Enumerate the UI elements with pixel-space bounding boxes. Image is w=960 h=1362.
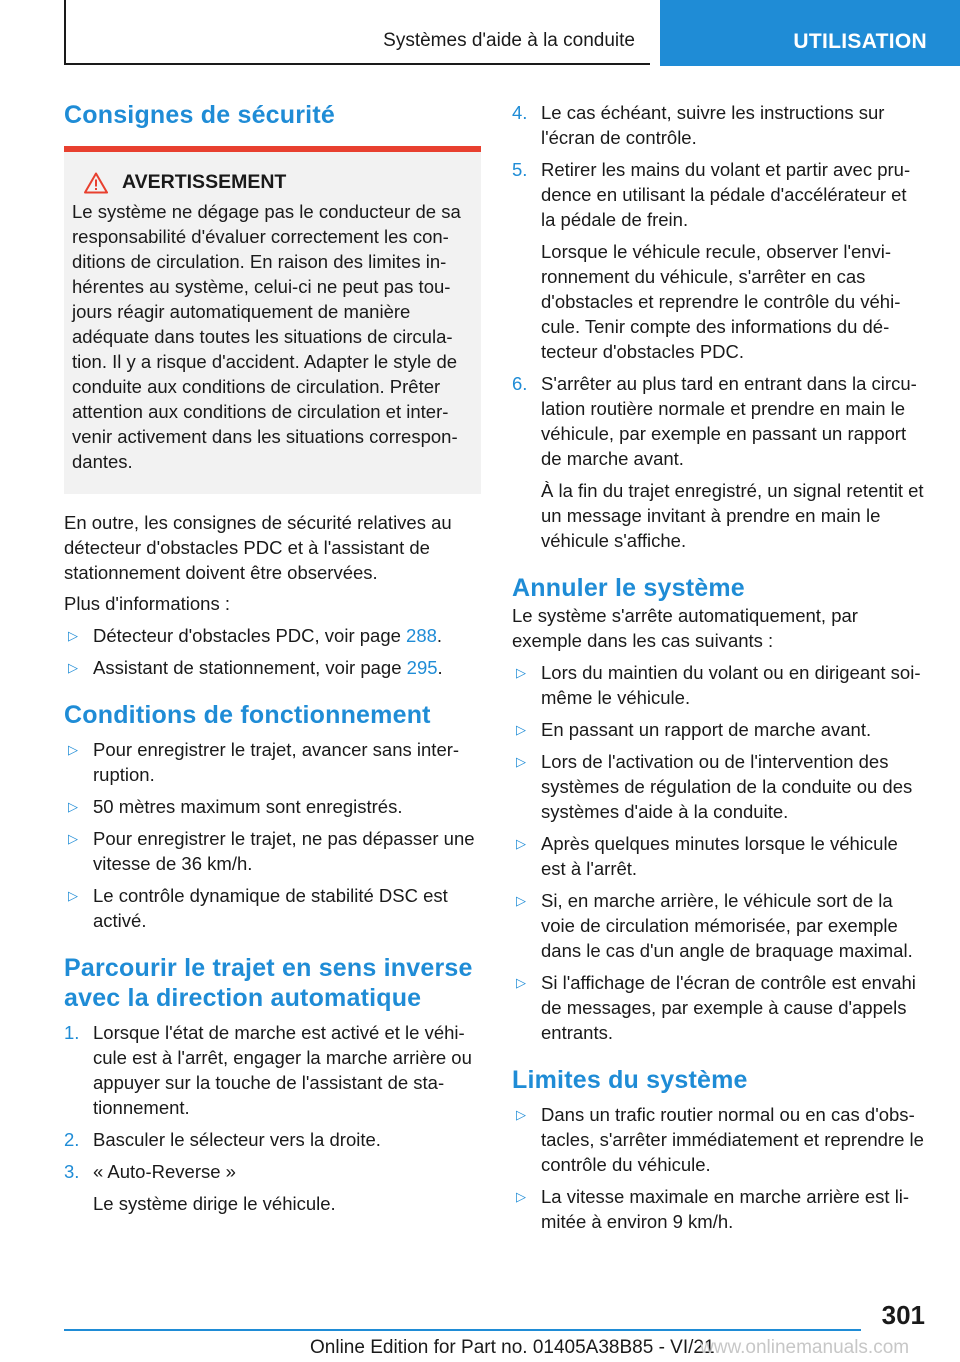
- bullet-triangle-icon: ▷: [516, 1189, 526, 1204]
- page-number: 301: [881, 1300, 925, 1330]
- bullet-triangle-icon: ▷: [516, 665, 526, 680]
- bullet-triangle-icon: ▷: [516, 1107, 526, 1122]
- list-item: ▷ 50 mètres maximum sont enregistrés.: [68, 796, 403, 817]
- reference-list: [64, 623, 481, 680]
- section-tab-label: UTILISATION: [793, 30, 927, 53]
- list-item: ▷ Le contrôle dynamique de stabilité DSC est activé.: [68, 885, 448, 931]
- chapter-title: Systèmes d'aide à la conduite: [383, 30, 635, 51]
- step-subtext: Le système dirige le véhicule.: [93, 1193, 336, 1214]
- list-item: ▷ Dans un trafic routier normal ou en cas d'obstacles, s'arrêter immédiatement et reprendre le contrôle du véhicule.: [516, 1104, 924, 1175]
- bullet-triangle-icon: ▷: [68, 888, 78, 903]
- header-left-rule: [64, 0, 66, 64]
- step-number: 2.: [64, 1129, 80, 1150]
- warning-title: AVERTISSEMENT: [122, 171, 287, 193]
- cancel-intro: Le système s'arrête automatiquement, par exemple dans les cas suivants :: [512, 605, 858, 651]
- heading-cancel: Annuler le système: [512, 574, 745, 602]
- heading-conditions: Conditions de fonctionnement: [64, 701, 431, 729]
- bullet-triangle-icon: ▷: [68, 660, 78, 675]
- list-item: ▷ Pour enregistrer le trajet, ne pas dépasser une vitesse de 36 km/h.: [68, 828, 475, 874]
- list-item: ▷ La vitesse maximale en marche arrière est limitée à environ 9 km/h.: [516, 1186, 910, 1232]
- warning-box: [64, 146, 481, 494]
- right-column: [512, 100, 926, 1234]
- steps-list-right: [512, 100, 926, 553]
- footer-edition: Online Edition for Part no. 01405A38B85 - VI/21: [310, 1337, 715, 1358]
- list-item: ▷ Lors de l'activation ou de l'intervention des systèmes de régulation de la conduite ou des systèmes d'aide à la conduite.: [516, 751, 913, 822]
- step-item: 6. S'arrêter au plus tard en entrant dans la circulation routière normale et prendre en main le véhicule, par exemple en passant un rapport de marche avant. À la fin du trajet enregistré, un signal retentit et un message invitant à prendre en main le véhicule s'affiche.: [512, 371, 926, 553]
- page-link-295[interactable]: 295: [406, 657, 438, 678]
- step-number: 3.: [64, 1161, 80, 1182]
- step-subtext: À la fin du trajet enregistré, un signal retentit et un message invitant à prendre en main le véhicule s'affiche.: [541, 480, 924, 551]
- limits-list: [512, 1102, 926, 1234]
- more-info-label: Plus d'informations :: [64, 593, 230, 614]
- step-number: 1.: [64, 1022, 80, 1043]
- section-tab[interactable]: [660, 0, 960, 66]
- cancel-list: [512, 660, 926, 1045]
- warning-triangle-icon: [84, 172, 108, 194]
- step-item: 5. Retirer les mains du volant et partir avec prudence en utilisant la pédale d'accélérateur et la pédale de frein. Lorsque le véhicule recule, observer l'environnement du véhicule, s'arrêter en cas d'obstacles et reprendre le contrôle du véhicule. Tenir compte des informations du détecteur d'obstacles PDC.: [512, 157, 926, 364]
- bullet-triangle-icon: ▷: [516, 754, 526, 769]
- step-number: 5.: [512, 159, 528, 180]
- step-item: 4. Le cas échéant, suivre les instructions sur l'écran de contrôle.: [512, 102, 885, 148]
- footer-rule: [64, 1329, 861, 1331]
- warning-header: [72, 170, 475, 195]
- header-bottom-rule: [64, 63, 650, 65]
- heading-limits: Limites du système: [512, 1066, 748, 1094]
- list-item: ▷ Si l'affichage de l'écran de contrôle est envahi de messages, par exemple à cause d'appels entrants.: [516, 972, 916, 1043]
- step-number: 6.: [512, 373, 528, 394]
- safety-paragraph: En outre, les consignes de sécurité relatives au détecteur d'obstacles PDC et à l'assistant de stationnement doivent être observées.: [64, 512, 452, 583]
- step-number: 4.: [512, 102, 528, 123]
- list-item: ▷ Pour enregistrer le trajet, avancer sans interruption.: [68, 739, 460, 785]
- left-column: [64, 100, 481, 1216]
- bullet-triangle-icon: ▷: [68, 628, 78, 643]
- conditions-list: [64, 737, 481, 933]
- warning-text: Le système ne dégage pas le conducteur de sa responsabilité d'évaluer correctement les conditions de circulation. En raison des limites inhérentes au système, celui-ci ne peut pas toujours réagir automatiquement de manière adéquate dans toutes les situations de circulation. Il y a risque d'accident. Adapter le style de conduite aux conditions de circulation. Prêter attention aux conditions de circulation et intervenir activement dans les situations correspondantes.: [72, 201, 461, 472]
- reference-item: ▷ Détecteur d'obstacles PDC, voir page 288.: [68, 625, 443, 646]
- steps-list-left: [64, 1020, 481, 1216]
- step-item: 3. « Auto-Reverse » Le système dirige le véhicule.: [64, 1159, 481, 1216]
- bullet-triangle-icon: ▷: [68, 831, 78, 846]
- reference-item: ▷ Assistant de stationnement, voir page 295.: [68, 657, 443, 678]
- bullet-triangle-icon: ▷: [516, 722, 526, 737]
- bullet-triangle-icon: ▷: [68, 742, 78, 757]
- list-item: ▷ En passant un rapport de marche avant.: [516, 719, 872, 740]
- list-item: ▷ Après quelques minutes lorsque le véhicule est à l'arrêt.: [516, 833, 898, 879]
- list-item: ▷ Lors du maintien du volant ou en dirigeant soi-même le véhicule.: [516, 662, 921, 708]
- heading-reverse: Parcourir le trajet en sens inverse avec la direction automatique: [64, 954, 473, 1012]
- step-item: 2. Basculer le sélecteur vers la droite.: [64, 1129, 381, 1150]
- bullet-triangle-icon: ▷: [68, 799, 78, 814]
- heading-safety: Consignes de sécurité: [64, 101, 335, 129]
- bullet-triangle-icon: ▷: [516, 975, 526, 990]
- step-subtext: Lorsque le véhicule recule, observer l'environnement du véhicule, s'arrêter en cas d'obstacles et reprendre le contrôle du véhicule. Tenir compte des informations du détecteur d'obstacles PDC.: [541, 241, 901, 362]
- footer-watermark: www.onlinemanuals.com: [700, 1337, 910, 1358]
- step-item: 1. Lorsque l'état de marche est activé et le véhicule est à l'arrêt, engager la marche arrière ou appuyer sur la touche de l'assistant de stationnement.: [64, 1022, 472, 1118]
- bullet-triangle-icon: ▷: [516, 836, 526, 851]
- bullet-triangle-icon: ▷: [516, 893, 526, 908]
- list-item: ▷ Si, en marche arrière, le véhicule sort de la voie de circulation mémorisée, par exemple dans le cas d'un angle de braquage maximal.: [516, 890, 913, 961]
- page-link-288[interactable]: 288: [406, 625, 437, 646]
